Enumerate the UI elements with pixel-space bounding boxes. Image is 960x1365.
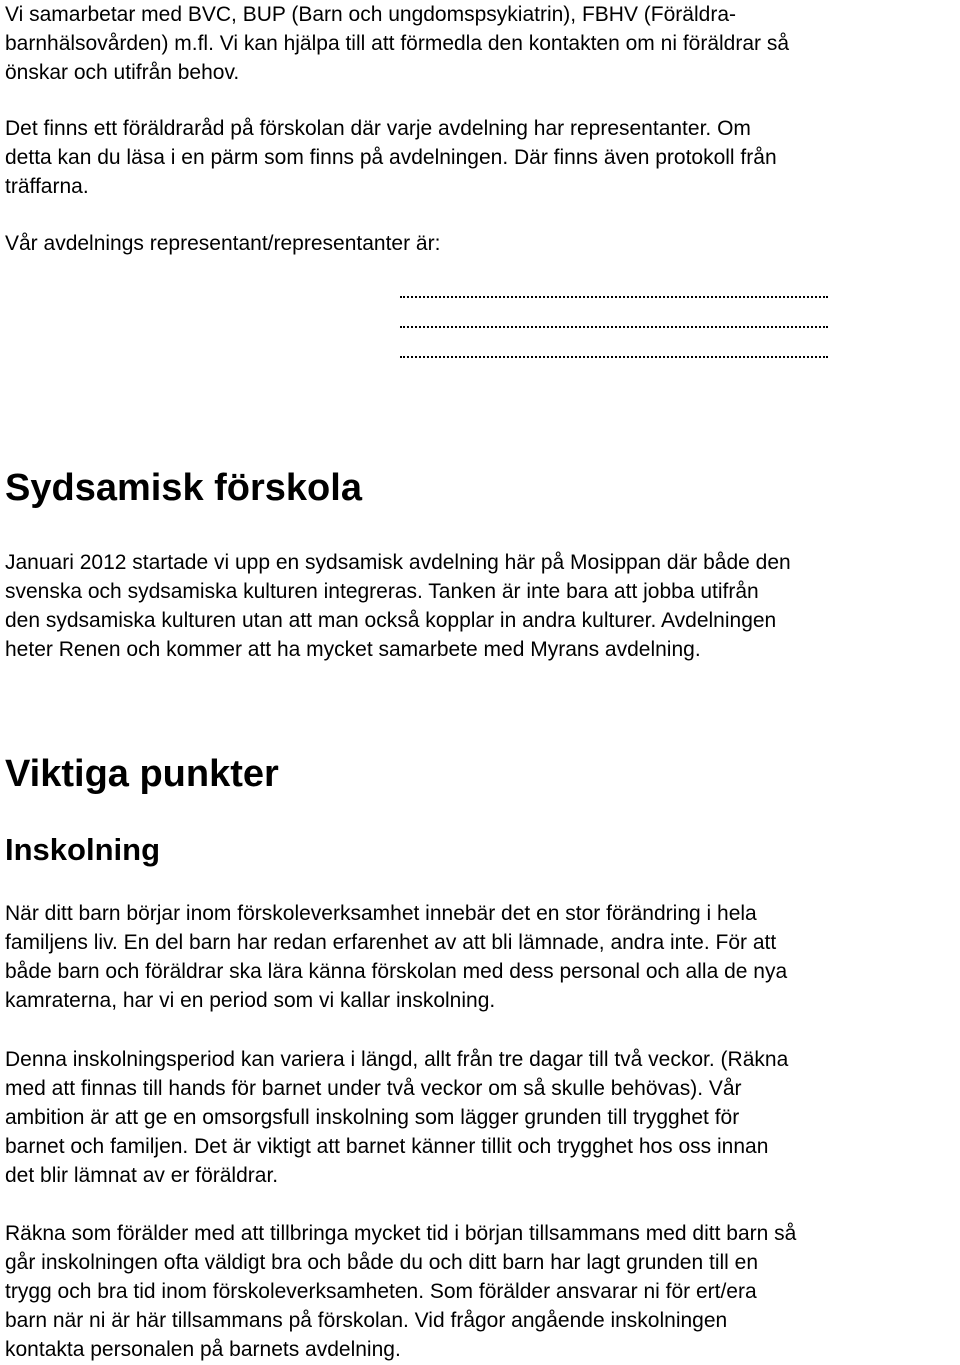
inskolning-paragraph-2 (5, 1045, 788, 1190)
section-heading-viktiga-punkter: Viktiga punkter (5, 753, 279, 795)
inskolning-line: ambition är att ge en omsorgsfull inskolning som lägger grunden till trygghet för (5, 1106, 740, 1129)
inskolning-line: Denna inskolningsperiod kan variera i längd, allt från tre dagar till två veckor. (Räkna (5, 1048, 789, 1071)
intro-line: Vi samarbetar med BVC, BUP (Barn och ungdomspsykiatrin), FBHV (Föräldra- (5, 3, 736, 26)
intro-line: önskar och utifrån behov. (5, 61, 240, 84)
inskolning-line: familjens liv. En del barn har redan erfarenhet av att bli lämnade, andra inte. För att (5, 931, 777, 954)
inskolning-line: barnet och familjen. Det är viktigt att barnet känner tillit och trygghet hos oss innan (5, 1135, 769, 1158)
inskolning-line: med att finnas till hands för barnet under två veckor om så skulle behövas). Vår (5, 1077, 742, 1100)
sydsamisk-line: den sydsamiska kulturen utan att man också kopplar in andra kulturer. Avdelningen (5, 609, 777, 632)
section-heading-sydsamisk: Sydsamisk förskola (5, 467, 362, 509)
intro-paragraph (5, 0, 789, 87)
representatives-label: Vår avdelnings representant/representanter är: (5, 232, 441, 255)
council-line: Det finns ett föräldraråd på förskolan där varje avdelning har representanter. Om (5, 117, 751, 140)
inskolning-paragraph-1 (5, 899, 787, 1015)
representative-blank-line (400, 326, 828, 328)
inskolning-line: Räkna som förälder med att tillbringa mycket tid i början tillsammans med ditt barn så (5, 1222, 797, 1245)
representative-blank-line (400, 356, 828, 358)
inskolning-line: kontakta personalen på barnets avdelning. (5, 1338, 401, 1361)
inskolning-line: kamraterna, har vi en period som vi kallar inskolning. (5, 989, 496, 1012)
inskolning-line: både barn och föräldrar ska lära känna förskolan med dess personal och alla de nya (5, 960, 788, 983)
inskolning-line: barn när ni är här tillsammans på förskolan. Vid frågor angående inskolningen (5, 1309, 728, 1332)
inskolning-line: trygg och bra tid inom förskoleverksamheten. Som förälder ansvarar ni för ert/era (5, 1280, 757, 1303)
intro-line: barnhälsovården) m.fl. Vi kan hjälpa till att förmedla den kontakten om ni föräldrar så (5, 32, 790, 55)
inskolning-line: det blir lämnat av er föräldrar. (5, 1164, 279, 1187)
subheading-inskolning: Inskolning (5, 832, 160, 867)
council-line: detta kan du läsa i en pärm som finns på avdelningen. Där finns även protokoll från (5, 146, 777, 169)
sydsamisk-line: svenska och sydsamiska kulturen integreras. Tanken är inte bara att jobba utifrån (5, 580, 759, 603)
representative-blank-line (400, 296, 828, 298)
parent-council-paragraph (5, 114, 777, 201)
inskolning-line: går inskolningen ofta väldigt bra och både du och ditt barn har lagt grunden till en (5, 1251, 759, 1274)
sydsamisk-line: heter Renen och kommer att ha mycket samarbete med Myrans avdelning. (5, 638, 701, 661)
inskolning-paragraph-3 (5, 1219, 796, 1364)
sydsamisk-line: Januari 2012 startade vi upp en sydsamisk avdelning här på Mosippan där både den (5, 551, 791, 574)
sydsamisk-paragraph (5, 548, 791, 664)
inskolning-line: När ditt barn börjar inom förskoleverksamhet innebär det en stor förändring i hela (5, 902, 757, 925)
council-line: träffarna. (5, 175, 89, 198)
